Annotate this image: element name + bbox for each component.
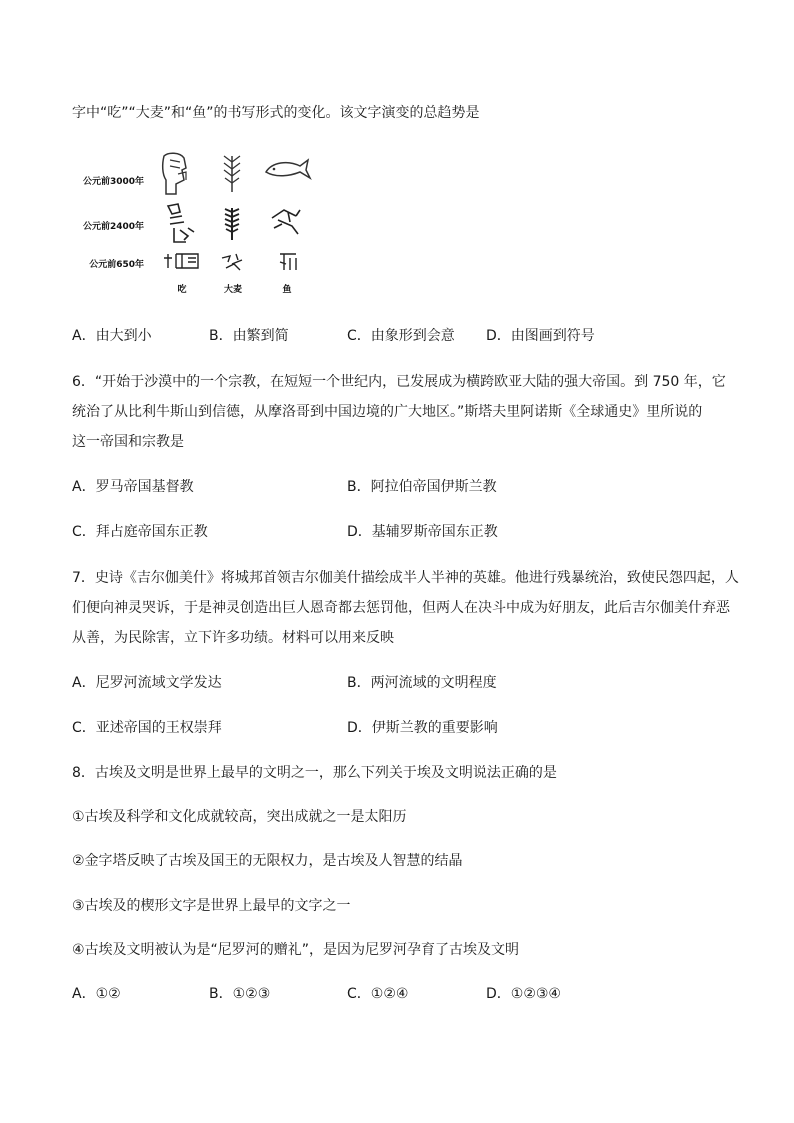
q7-stem-line-3: 从善，为民除害，立下许多功绩。材料可以用来反映 [72,630,394,646]
caption-barley: 大麦 [223,285,242,295]
q7-option-c: C．亚述帝国的王权崇拜 [72,720,222,736]
era-label-3000bc: 公元前3000年 [82,177,144,187]
q7-option-a: A．尼罗河流域文学发达 [72,675,222,691]
q6-option-d: D．基辅罗斯帝国东正教 [347,524,498,540]
q5-option-d: D．由图画到符号 [486,328,595,344]
caption-fish: 鱼 [282,285,292,295]
q8-statement-3: ③古埃及的楔形文字是世界上最早的文字之一 [72,898,351,914]
era-label-2400bc: 公元前2400年 [82,222,144,232]
q7-stem-line-2: 们便向神灵哭诉，于是神灵创造出巨人恩奇都去惩罚他，但两人在决斗中成为好朋友，此后吉尔伽美什弃恶 [72,600,730,616]
barley-early-cuneiform-glyph [220,206,244,242]
barley-pictograph-glyph [220,154,244,194]
fish-late-cuneiform-glyph [276,250,300,272]
eat-late-cuneiform-glyph [162,250,202,272]
q5-stem-line: 字中“吃”“大麦”和“鱼”的书写形式的变化。该文字演变的总趋势是 [72,105,480,121]
q8-statement-2: ②金字塔反映了古埃及国王的无限权力，是古埃及人智慧的结晶 [72,853,463,869]
q6-stem-line-2: 统治了从比利牛斯山到信德，从摩洛哥到中国边境的广大地区。”斯塔夫里阿诺斯《全球通史》里所说的 [72,404,703,420]
q6-option-c: C．拜占庭帝国东正教 [72,524,208,540]
q7-stem-line-1: 7．史诗《吉尔伽美什》将城邦首领吉尔伽美什描绘成半人半神的英雄。他进行残暴统治，致使民怨四起，人 [72,570,739,586]
q6-stem-line-3: 这一帝国和宗教是 [72,434,184,450]
cuneiform-evolution-figure [72,146,332,298]
q8-statement-1: ①古埃及科学和文化成就较高，突出成就之一是太阳历 [72,809,407,825]
q8-option-a: A．①② [72,986,121,1002]
fish-pictograph-glyph [262,156,312,182]
q5-option-c: C．由象形到会意 [347,328,455,344]
eat-pictograph-glyph [158,150,194,198]
q5-option-a: A．由大到小 [72,328,152,344]
q8-statement-4: ④古埃及文明被认为是“尼罗河的赠礼”，是因为尼罗河孕育了古埃及文明 [72,942,520,958]
q7-option-d: D．伊斯兰教的重要影响 [347,720,498,736]
q6-option-a: A．罗马帝国基督教 [72,479,194,495]
q6-option-b: B．阿拉伯帝国伊斯兰教 [347,479,497,495]
q8-option-d: D．①②③④ [486,986,561,1002]
q8-option-c: C．①②④ [347,986,409,1002]
barley-late-cuneiform-glyph [220,252,246,272]
q8-option-b: B．①②③ [209,986,271,1002]
q5-option-b: B．由繁到简 [209,328,289,344]
q6-stem-line-1: 6．“开始于沙漠中的一个宗教，在短短一个世纪内，已发展成为横跨欧亚大陆的强大帝国。到 750 年，它 [72,374,726,390]
q8-stem: 8．古埃及文明是世界上最早的文明之一，那么下列关于埃及文明说法正确的是 [72,765,557,781]
eat-early-cuneiform-glyph [164,202,198,246]
era-label-650bc: 公元前650年 [89,260,144,270]
q7-option-b: B．两河流域的文明程度 [347,675,497,691]
fish-early-cuneiform-glyph [268,206,304,238]
caption-eat: 吃 [177,285,187,295]
